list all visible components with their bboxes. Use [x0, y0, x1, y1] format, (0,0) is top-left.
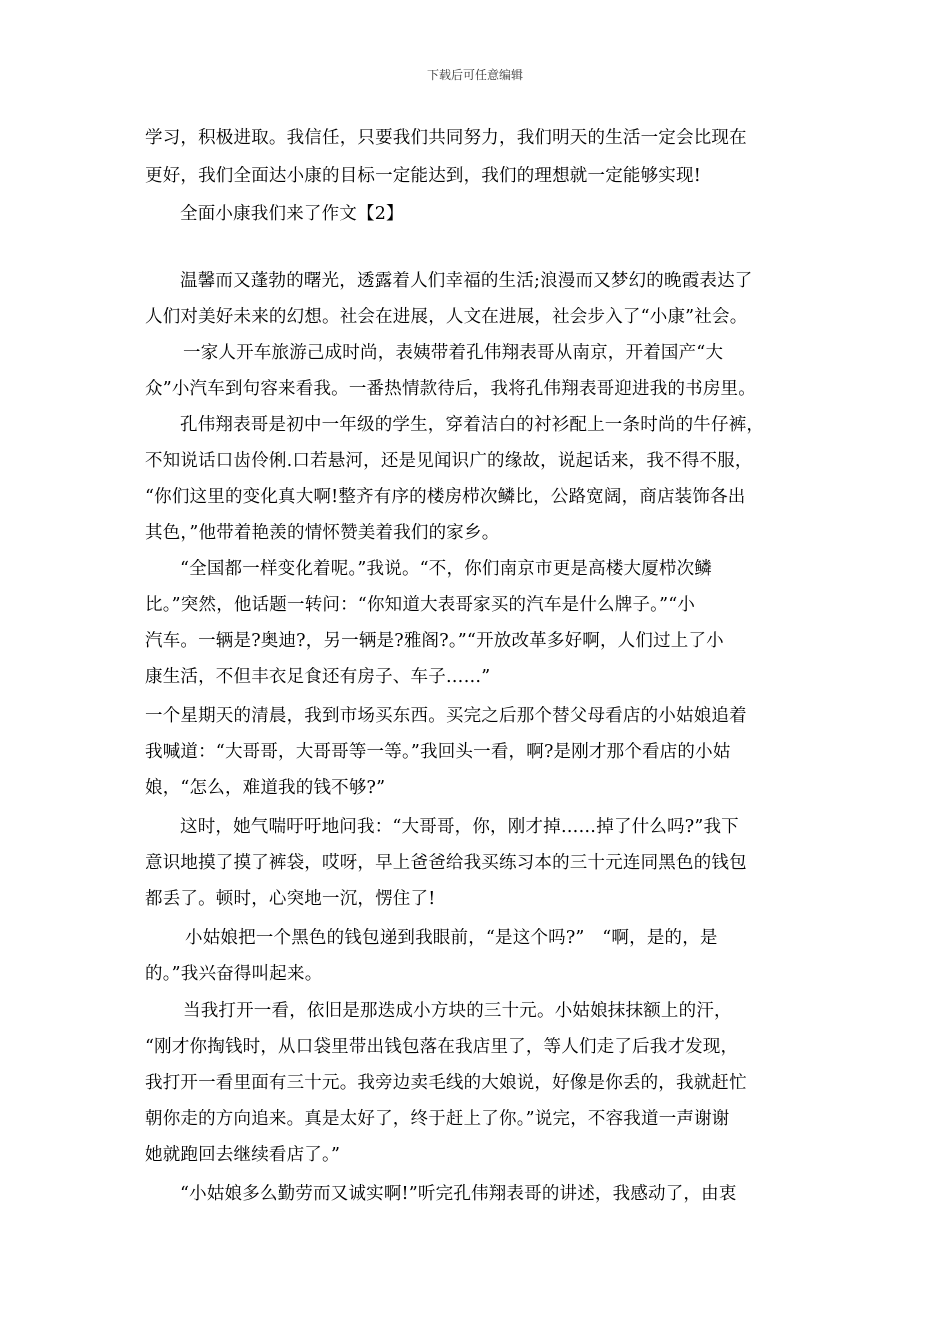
- text-line: 我打开一看里面有三十元。我旁边卖毛线的大娘说，好像是你丢的，我就赶忙: [145, 1073, 747, 1093]
- text-line: 小姑娘把一个黑色的钱包递到我眼前，“是这个吗?” “啊，是的，是: [185, 928, 718, 948]
- text-line: 娘，“怎么，难道我的钱不够?”: [145, 778, 386, 798]
- text-line: 我喊道：“大哥哥，大哥哥等一等。”我回头一看，啊?是刚才那个看店的小姑: [145, 742, 731, 762]
- text-line: 更好，我们全面达小康的目标一定能达到，我们的理想就一定能够实现!: [145, 166, 701, 186]
- text-line: 不知说话口齿伶俐.口若悬河，还是见闻识广的缘故，说起话来，我不得不服，: [145, 451, 753, 471]
- text-line: “刚才你掏钱时，从口袋里带出钱包落在我店里了，等人们走了后我才发现，: [145, 1037, 739, 1057]
- text-line: 意识地摸了摸了裤袋，哎呀，早上爸爸给我买练习本的三十元连同黑色的钱包: [145, 853, 747, 873]
- section-heading: 全面小康我们来了作文【2】: [180, 204, 404, 224]
- text-line: 孔伟翔表哥是初中一年级的学生，穿着洁白的衬衫配上一条时尚的牛仔裤，: [180, 415, 765, 435]
- text-line: “你们这里的变化真大啊!整齐有序的楼房栉次鳞比，公路宽阔，商店装饰各出: [145, 487, 746, 507]
- text-line: 比。”突然，他话题一转问：“你知道大表哥家买的汽车是什么牌子。”“小: [145, 595, 696, 615]
- text-line: 当我打开一看，依旧是那迭成小方块的三十元。小姑娘抹抹额上的汗，: [183, 1001, 732, 1021]
- text-line: 康生活，不但丰衣足食还有房子、车子……”: [145, 667, 491, 687]
- text-line: 一个星期天的清晨，我到市场买东西。买完之后那个替父母看店的小姑娘追着: [145, 706, 747, 726]
- text-line: 她就跑回去继续看店了。”: [145, 1145, 341, 1165]
- text-line: 温馨而又蓬勃的曙光，透露着人们幸福的生活;浪漫而又梦幻的晚霞表达了: [180, 271, 753, 291]
- text-line: 朝你走的方向追来。真是太好了，终于赶上了你。”说完，不容我道一声谢谢: [145, 1109, 730, 1129]
- text-line: 汽车。一辆是?奥迪?，另一辆是?雅阁?。”“开放改革多好啊，人们过上了小: [145, 631, 724, 651]
- text-line: “小姑娘多么勤劳而又诚实啊!”听完孔伟翔表哥的讲述，我感动了，由衷: [180, 1184, 737, 1204]
- text-line: 众”小汽车到句容来看我。一番热情款待后，我将孔伟翔表哥迎进我的书房里。: [145, 379, 756, 399]
- text-line: “全国都一样变化着呢。”我说。“不，你们南京市更是高楼大厦栉次鳞: [180, 559, 712, 579]
- text-line: 其色，”他带着艳羡的情怀赞美着我们的家乡。: [145, 523, 500, 543]
- text-line: 这时，她气喘吁吁地问我：“大哥哥，你，刚才掉……掉了什么吗?”我下: [180, 817, 739, 837]
- text-line: 一家人开车旅游己成时尚，表姨带着孔伟翔表哥从南京，开着国产“大: [183, 343, 724, 363]
- text-line: 学习，积极进取。我信任，只要我们共同努力，我们明天的生活一定会比现在: [145, 128, 747, 148]
- page-header: 下载后可任意编辑: [426, 68, 523, 82]
- text-line: 的。”我兴奋得叫起来。: [145, 964, 323, 984]
- text-line: 都丢了。顿时，心突地一沉，愣住了!: [145, 889, 436, 909]
- text-line: 人们对美好未来的幻想。社会在进展，人文在进展，社会步入了“小康”社会。: [145, 307, 748, 327]
